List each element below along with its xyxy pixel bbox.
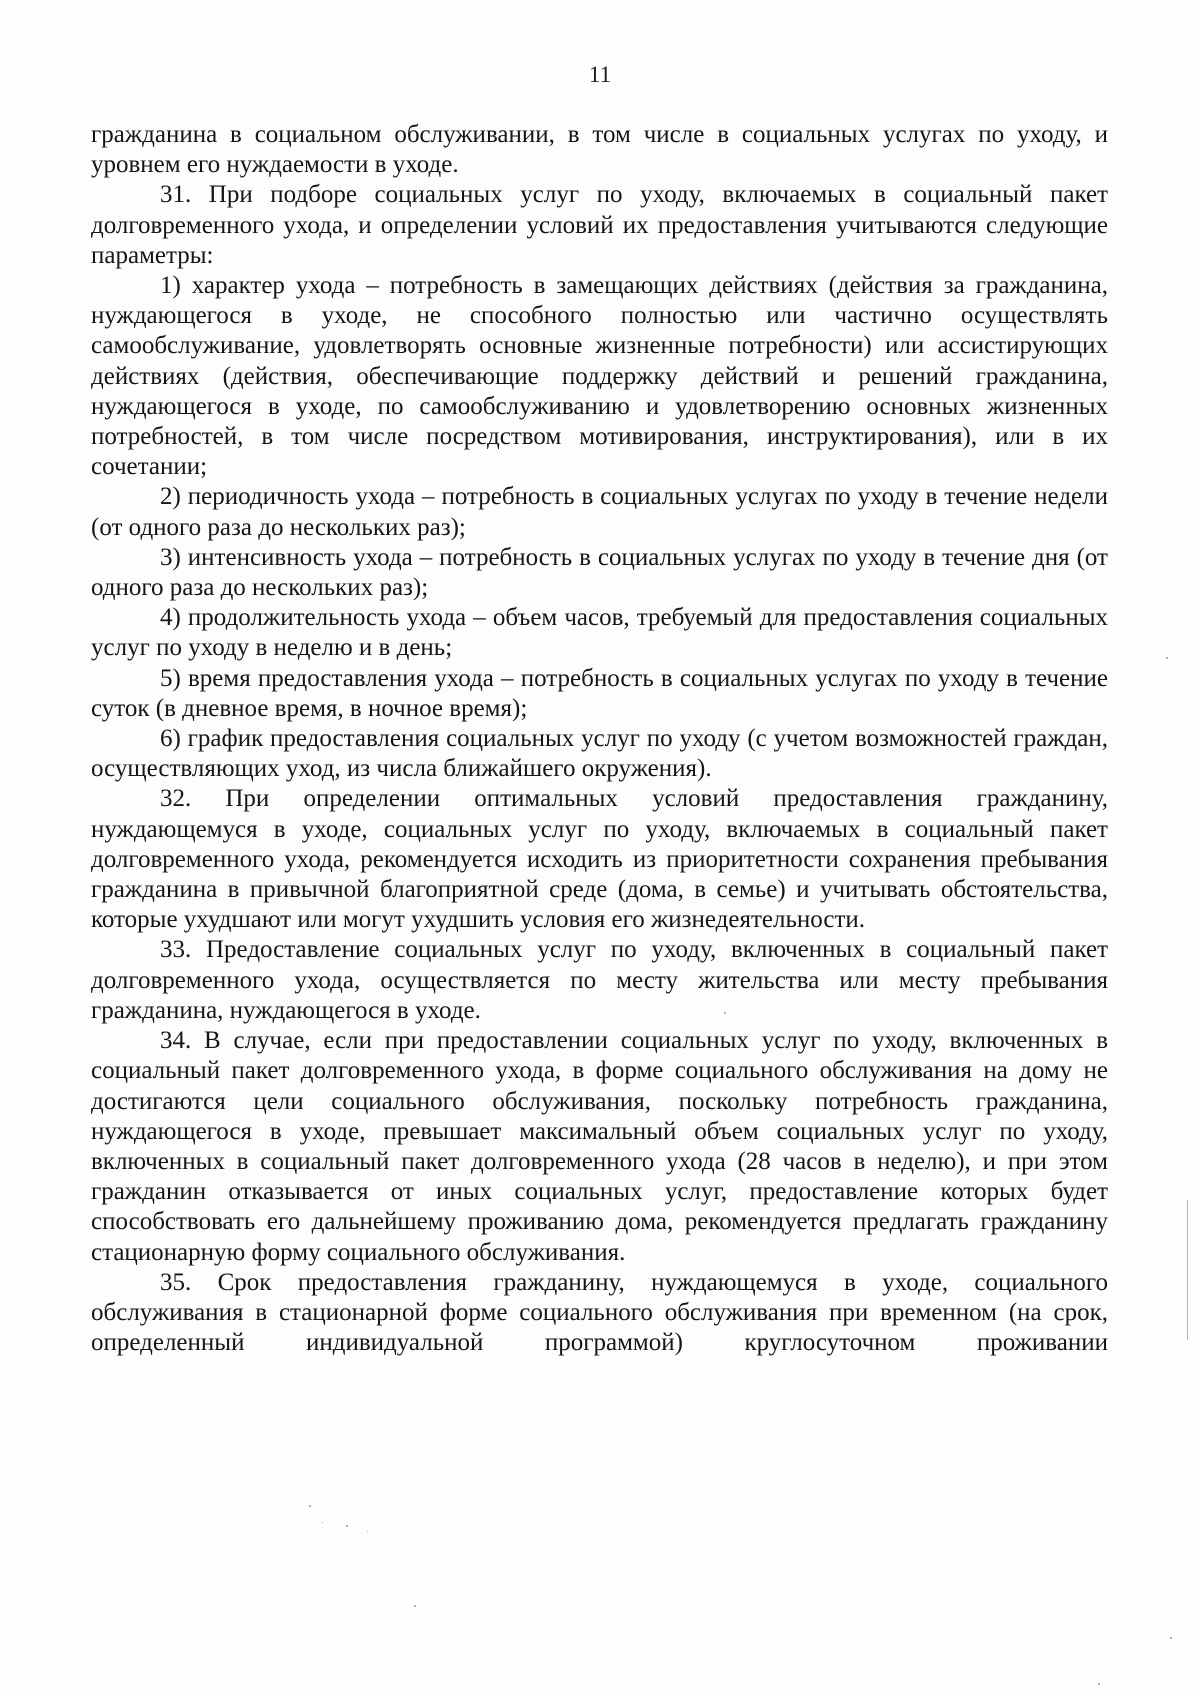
scan-speck <box>346 1525 348 1527</box>
list-item-2: 2) периодичность ухода – потребность в социальных услугах по уходу в течение недели (от одного раза до нескольких раз); <box>91 483 1108 541</box>
scan-speck <box>724 1012 726 1014</box>
paragraph-34: 34. В случае, если при предоставлении социальных услуг по уходу, включенных в социальный пакет долговременного ухода, в форме социального обслуживания на дому не достигаются цели социального обслуживания, поскольку потребность гражданина, нуждающегося в уходе, превышает максимальный объем социальных услуг по уходу, включенных в социальный пакет долговременного ухода (28 часов в неделю), и при этом гражданин отказывается от иных социальных услуг, предоставление которых будет способствовать его дальнейшему проживанию дома, рекомендуется предлагать гражданину стационарную форму социального обслуживания. <box>91 1027 1108 1266</box>
scan-speck <box>309 1505 311 1507</box>
paragraph-continuation: гражданина в социальном обслуживании, в том числе в социальных услугах по уходу, и уровнем его нуждаемости в уходе. <box>91 121 1108 179</box>
list-item-4: 4) продолжительность ухода – объем часов, требуемый для предоставления социальных услуг по уходу в неделю и в день; <box>91 604 1108 662</box>
list-item-1: 1) характер ухода – потребность в замещающих действиях (действия за гражданина, нуждающегося в уходе, не способного полностью или частично осуществлять самообслуживание, удовлетворять основные жизненные потребности) или ассистирующих действиях (действия, обеспечивающие поддержку действий и решений гражданина, нуждающегося в уходе, по самообслуживанию и удовлетворению основных жизненных потребностей, в том числе посредством мотивирования, инструктирования), или в их сочетании; <box>91 272 1108 481</box>
paragraph-33: 33. Предоставление социальных услуг по уходу, включенных в социальный пакет долговременного ухода, осуществляется по месту жительства или месту пребывания гражданина, нуждающегося в уходе. <box>91 936 1108 1024</box>
scan-edge-mark <box>1187 1200 1188 1340</box>
page-number: 11 <box>588 62 612 87</box>
list-item-5: 5) время предоставления ухода – потребность в социальных услугах по уходу в течение суток (в дневное время, в ночное время); <box>91 664 1108 722</box>
scan-speck <box>414 1605 416 1607</box>
paragraph-35: 35. Срок предоставления гражданину, нуждающемуся в уходе, социального обслуживания в стационарной форме социального обслуживания при временном (на срок, определенный индивидуальной программой) круглосуточном проживании <box>91 1268 1108 1357</box>
scan-speck <box>367 1531 368 1532</box>
scan-speck <box>1098 1683 1100 1685</box>
scan-speck <box>1166 657 1168 659</box>
list-item-3: 3) интенсивность ухода – потребность в социальных услугах по уходу в течение дня (от одного раза до нескольких раз); <box>91 543 1108 602</box>
list-item-6: 6) график предоставления социальных услуг по уходу (с учетом возможностей граждан, осуществляющих уход, из числа ближайшего окружения). <box>91 725 1108 783</box>
paragraph-31: 31. При подборе социальных услуг по уходу, включаемых в социальный пакет долговременного ухода, и определении условий их предоставления учитываются следующие параметры: <box>91 181 1108 269</box>
scan-speck <box>322 1522 323 1523</box>
document-body <box>91 120 1108 1358</box>
paragraph-32: 32. При определении оптимальных условий предоставления гражданину, нуждающемуся в уходе, социальных услуг по уходу, включаемых в социальный пакет долговременного ухода, рекомендуется исходить из приоритетности сохранения пребывания гражданина в привычной благоприятной среде (дома, в семье) и учитывать обстоятельства, которые ухудшают или могут ухудшить условия его жизнедеятельности. <box>91 785 1108 934</box>
scan-speck <box>1170 1637 1172 1639</box>
